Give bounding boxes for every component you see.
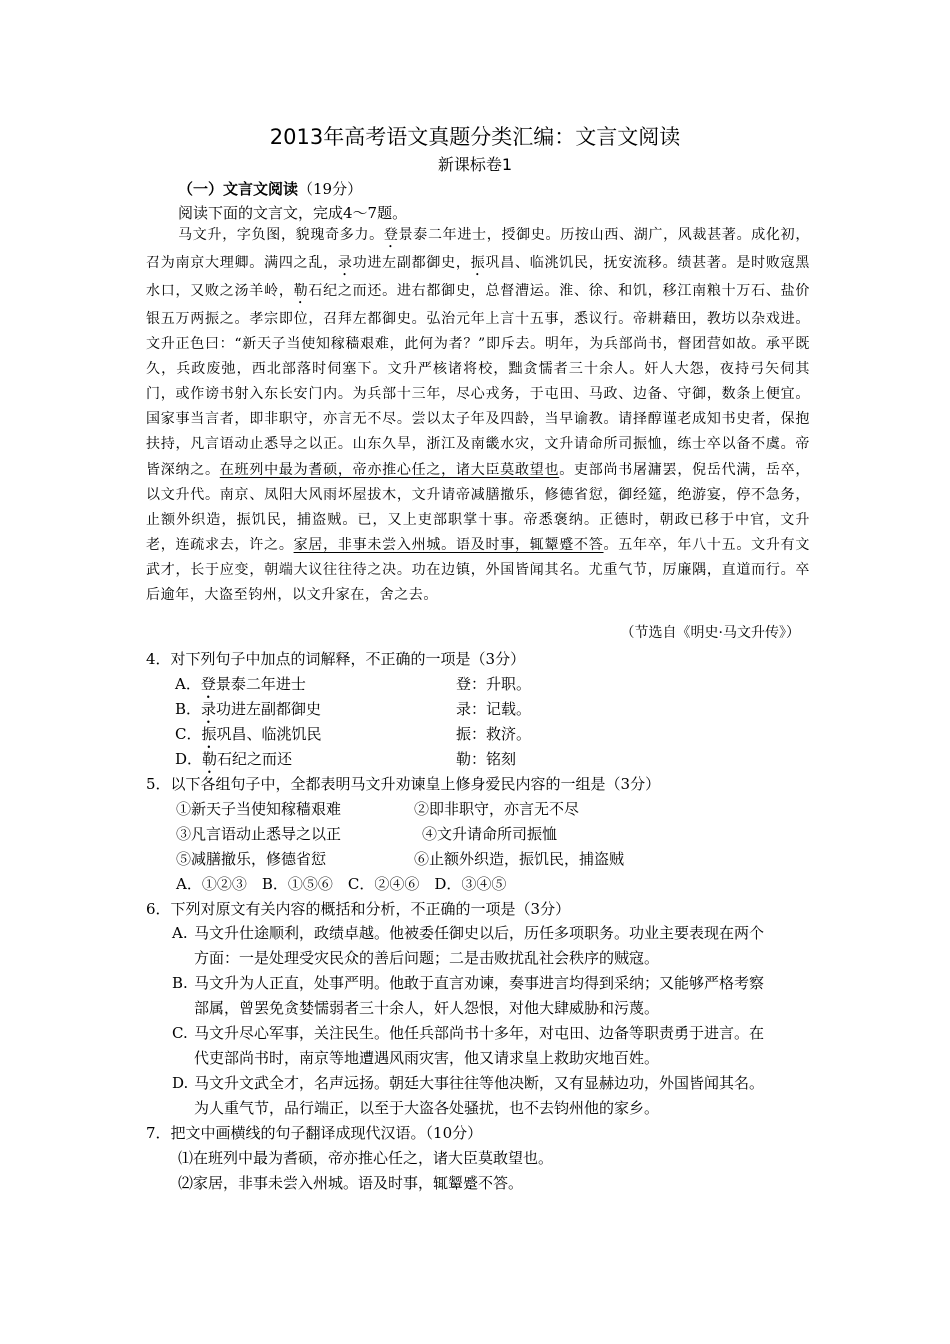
passage-text: 。五年卒，年八十五。文升有文武才，长于应变，朝端大议往往待之决。功在边镇，外国皆闻其名。尤重气节，厉廉隅，直道而行。卒后逾年，大盗至钧州，以文升家在，舍之去。 (146, 536, 810, 604)
section-instruction: 阅读下面的文言文，完成4～7题。 (178, 204, 408, 222)
option-label: A. (172, 924, 188, 942)
option-text: 方面：一是处理受灾民众的善后问题；二是击败扰乱社会秩序的贼寇。 (194, 948, 660, 967)
section-score: （19分） (298, 180, 363, 198)
passage-source: （节选自《明史·马文升传》） (620, 625, 800, 641)
option-label: D． (175, 750, 203, 768)
question-4-gloss-c: 振：救济。 (456, 725, 532, 743)
question-4-stem: 4．对下列句子中加点的词解释，不正确的一项是（3分） (146, 650, 526, 668)
passage-text: 功进左副都御史， (352, 255, 471, 271)
underlined-sentence: 在班列中最为耆硕，帝亦推心任之，诸大臣莫敢望也 (219, 461, 560, 478)
option-text: 景泰二年进士 (215, 675, 306, 693)
option-label: B. (172, 974, 188, 992)
section-heading-text: （一）文言文阅读 (178, 180, 299, 198)
question-6-option-a (172, 921, 812, 970)
dotted-word: 勒 (293, 283, 309, 299)
passage-text: 景泰二年进士，授御史。历按山西、湖广，风裁甚著。成化初，召为南京大理卿。满四之乱， (146, 227, 810, 271)
option-text: 马文升仕途顺利，政绩卓越。他被委任御史以后，历任多项职务。功业主要表现在两个 (194, 924, 765, 942)
question-6-stem: 6．下列对原文有关内容的概括和分析，不正确的一项是（3分） (146, 900, 571, 918)
option-text: 马文升文武全才，名声远扬。朝廷大事往往等他决断，又有显赫边功，外国皆闻其名。 (194, 1074, 765, 1092)
question-5-item: ①新天子当使知稼穑艰难 (176, 800, 342, 818)
dotted-word: 勒 (202, 750, 218, 768)
question-6-option-c (172, 1021, 812, 1070)
dotted-word: 登 (383, 227, 399, 243)
passage-text: 马文升，字负图，貌瑰奇多力。 (178, 227, 384, 243)
question-5-item: ④文升请命所司振恤 (422, 825, 558, 843)
option-text: 功进左副都御史 (216, 700, 322, 718)
question-6-option-d (172, 1071, 812, 1120)
question-6-option-b (172, 971, 812, 1020)
question-7-item: ⑵家居，非事未尝入州城。语及时事，辄颦蹙不答。 (178, 1174, 524, 1192)
option-label: A． (175, 675, 201, 693)
option-label: D. (172, 1074, 189, 1092)
option-text: 部属，曾罢免贪婪懦弱者三十余人，奸人怨恨，对他大肆威胁和污蔑。 (194, 998, 660, 1017)
question-5-item: ⑥止额外织造，振饥民，捕盗贼 (414, 850, 625, 868)
question-5-item: ③凡言语动止悉导之以正 (176, 825, 342, 843)
underlined-sentence: 家居，非事未尝入州城。语及时事，辄颦蹙不答 (293, 536, 604, 553)
option-text: 代吏部尚书时，南京等地遭遇风雨灾害，他又请求皇上救助灾地百姓。 (194, 1048, 660, 1067)
question-7-item: ⑴在班列中最为耆硕，帝亦推心任之，诸大臣莫敢望也。 (178, 1149, 554, 1167)
page-subtitle: 新课标卷1 (437, 155, 513, 174)
option-text: 为人重气节，品行端正，以至于大盗各处骚扰，也不去钧州他的家乡。 (194, 1098, 660, 1117)
question-5-item: ⑤减膳撤乐，修德省愆 (176, 850, 327, 868)
classical-passage (146, 223, 810, 608)
option-label: C． (175, 725, 202, 743)
passage-text: 巩昌、临洮饥民，抚安流移。绩甚著。是时败寇黑水口，又败之汤羊岭， (146, 255, 810, 299)
option-text: 巩昌、临洮饥民 (216, 725, 322, 743)
dotted-word: 振 (470, 255, 486, 271)
dotted-word: 振 (201, 725, 217, 743)
question-5-item: ②即非职守，亦言无不尽 (414, 800, 580, 818)
question-4-gloss-d: 勒：铭刻 (456, 750, 517, 768)
dotted-word: 登 (200, 675, 216, 693)
option-label: B． (175, 700, 202, 718)
question-5-choices: A．①②③ B．①⑤⑥ C．②④⑥ D．③④⑤ (176, 875, 507, 893)
page-title: 2013年高考语文真题分类汇编：文言文阅读 (269, 125, 681, 149)
option-text: 马文升为人正直，处事严明。他敢于直言劝谏，奏事进言均得到采纳；又能够严格考察 (194, 974, 765, 992)
option-text: 马文升尽心军事，关注民生。他任兵部尚书十多年，对屯田、边备等职责勇于进言。在 (194, 1024, 765, 1042)
section-heading (178, 178, 362, 200)
question-4-gloss-a: 登：升职。 (456, 675, 532, 693)
question-4-gloss-b: 录：记载。 (456, 700, 532, 718)
dotted-word: 录 (337, 255, 353, 271)
question-7-stem: 7．把文中画横线的句子翻译成现代汉语。（10分） (146, 1124, 483, 1142)
passage-text: 石纪之而还。进右都御史，总督漕运。淮、徐、和饥，移江南粮十万石、盐价银五万两振之。孝宗即位，召拜左都御史。弘治元年上言十五事，悉议行。帝耕藉田，教坊以杂戏进。文升正色曰：“新天子当使知稼穑艰难，此何为者？”即斥去。明年，为兵部尚书，督团营如故。承平既久，兵政废弛，西北部落时伺塞下。文升严核诸将校，黜贪懦者三十余人。奸人大怨，夜持弓矢伺其门，或作谤书射入东长安门内。为兵部十三年，尽心戎务，于屯田、马政、边备、守御，数条上便宜。国家事当言者，即非职守，亦言无不尽。尝以太子年及四龄，当早谕教。请择醇谨老成知书史者，保抱扶持，凡言语动止悉导之以正。山东久旱，浙江及南畿水灾，文升请命所司振恤，练士卒以备不虞。帝皆深纳之。 (146, 283, 810, 478)
question-5-stem: 5．以下各组句子中，全都表明马文升劝谏皇上修身爱民内容的一组是（3分） (146, 775, 661, 793)
option-label: C. (172, 1024, 188, 1042)
option-text: 石纪之而还 (217, 750, 293, 768)
passage-text: 。吏部尚书屠滽罢，倪岳代满，岳卒，以文升代。南京、凤阳大风雨坏屋拔木，文升请帝减膳撤乐，修德省愆，御经筵，绝游宴，停不急务，止额外织造，振饥民，捕盗贼。已，又上吏部职掌十事。帝悉褒纳。正德时，朝政已移于中官，文升老，连疏求去，许之。 (146, 461, 810, 553)
dotted-word: 录 (201, 700, 217, 718)
